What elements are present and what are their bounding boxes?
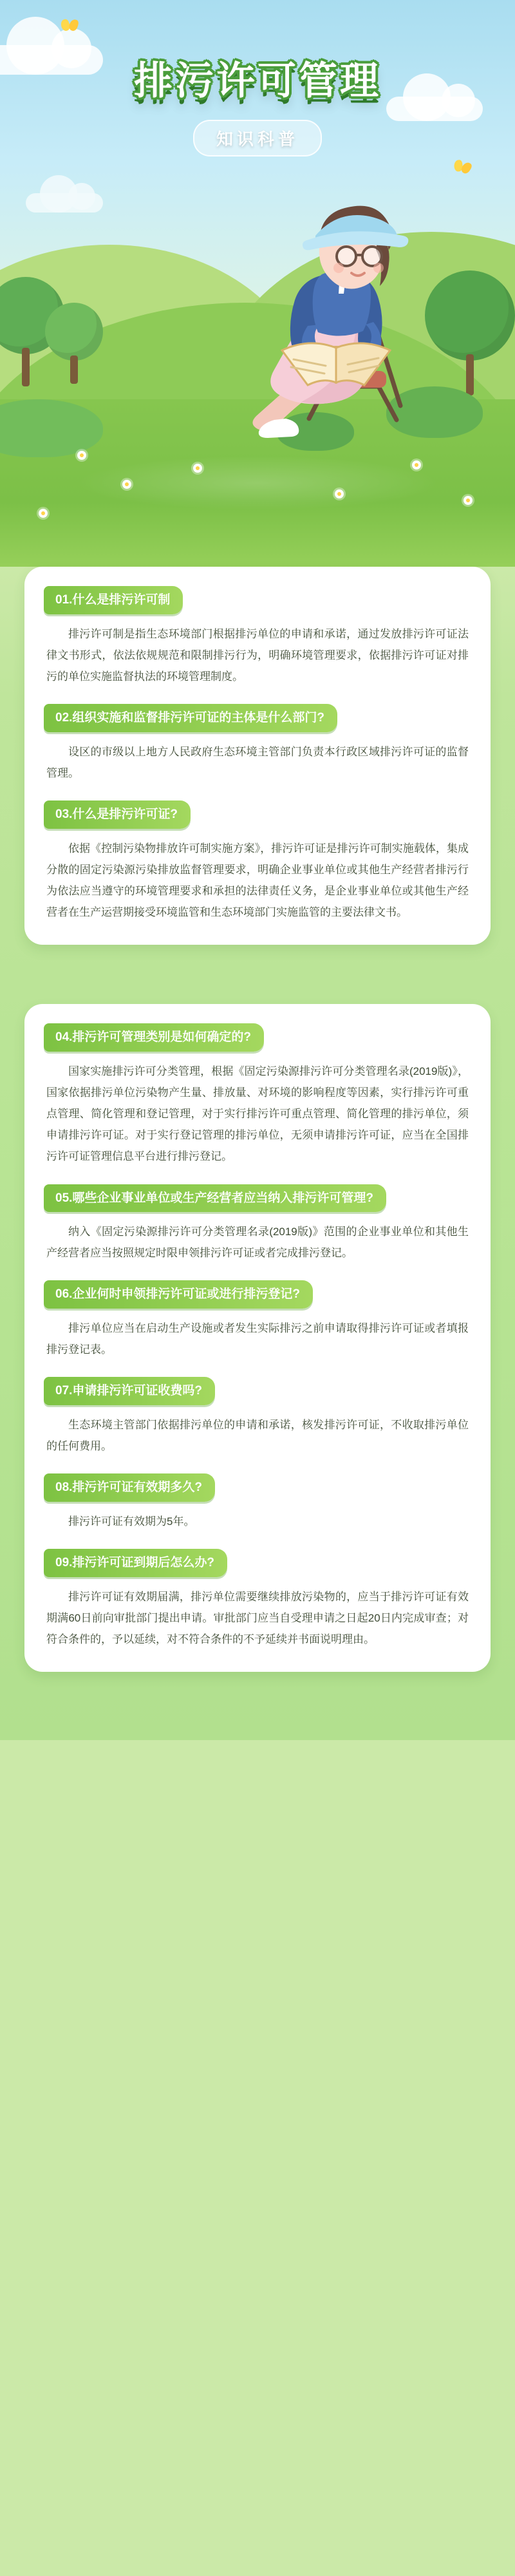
answer-text: 排污许可证有效期届满，排污单位需要继续排放污染物的，应当于排污许可证有效期满60日前向审批部门提出申请。审批部门应当自受理申请之日起20日内完成审查；对符合条件的，予以延续，对不符合条件的不予延续并书面说明理由。 [46, 1590, 469, 1645]
title-block [0, 50, 515, 156]
answer-text: 生态环境主管部门依据排污单位的申请和承诺，核发排污许可证，不收取排污单位的任何费用。 [46, 1419, 469, 1453]
flower-icon [193, 464, 202, 473]
flower-icon [464, 496, 473, 505]
tree-icon [425, 270, 515, 361]
qa-item [44, 1023, 471, 1167]
question-label: 05.哪些企业事业单位或生产经营者应当纳入排污许可管理? [44, 1184, 386, 1213]
qa-item [44, 1377, 471, 1457]
flower-icon [122, 480, 131, 489]
answer-text: 排污许可制是指生态环境部门根据排污单位的申请和承诺，通过发放排污许可证法律文书形式，依法依规规范和限制排污行为，明确环境管理要求，依据排污许可证对排污的单位实施监督执法的环境管理制度。 [46, 627, 469, 683]
question-label: 01.什么是排污许可制 [44, 586, 183, 614]
butterfly-icon [61, 19, 78, 32]
answer-text: 设区的市级以上地方人民政府生态环境主管部门负责本行政区域排污许可证的监督管理。 [46, 745, 469, 779]
flower-icon [335, 489, 344, 498]
question-label: 02.组织实施和监督排污许可证的主体是什么部门? [44, 704, 337, 732]
answer-text: 排污单位应当在启动生产设施或者发生实际排污之前申请取得排污许可证或者填报排污登记表。 [46, 1322, 469, 1356]
qa-item [44, 800, 471, 923]
qa-card [24, 567, 491, 945]
tree-icon [45, 303, 103, 361]
qa-item [44, 1473, 471, 1532]
flower-icon [77, 451, 86, 460]
question-label: 09.排污许可证到期后怎么办? [44, 1549, 227, 1577]
page-subtitle: 知识科普 [193, 120, 322, 156]
answer-text: 纳入《固定污染源排污许可分类管理名录(2019版)》范围的企业事业单位和其他生产经营者应当按照规定时限申领排污许可证或者完成排污登记。 [46, 1226, 469, 1260]
section-divider [0, 974, 515, 1004]
page-title: 排污许可管理 [134, 59, 381, 102]
cloud-icon [26, 193, 103, 213]
content-area [0, 567, 515, 1740]
qa-item [44, 1280, 471, 1360]
answer-text: 排污许可证有效期为5年。 [68, 1515, 195, 1528]
qa-item [44, 704, 471, 784]
flower-icon [39, 509, 48, 518]
answer-text: 国家实施排污许可分类管理，根据《固定污染源排污许可分类管理名录(2019版)》，国家依据排污单位污染物产生量、排放量、对环境的影响程度等因素，实行排污许可重点管理、简化管理和登记管理，对于实行排污许可重点管理、简化管理的排污单位，须申请排污许可证。对于实行登记管理的排污单位，无须申请排污许可证，应当在全国排污许可证管理信息平台进行排污登记。 [46, 1065, 469, 1163]
question-label: 06.企业何时申领排污许可证或进行排污登记? [44, 1280, 313, 1309]
qa-item [44, 1549, 471, 1650]
answer-text: 依据《控制污染物排放许可制实施方案》，排污许可证是排污许可制实施载体，集成分散的固定污染源污染排放监督管理要求，明确企业事业单位或其他生产经营者排污行为依法应当遵守的环境管理要求和承担的法律责任义务，是企业事业单位或其他生产经营者在生产运营期接受环境监管和生态环境部门实施监管的主要法律文书。 [46, 842, 469, 919]
qa-card [24, 1004, 491, 1672]
flower-icon [412, 460, 421, 469]
question-label: 07.申请排污许可证收费吗? [44, 1377, 215, 1405]
girl-reading-illustration [212, 193, 425, 451]
qa-item [44, 586, 471, 687]
question-label: 04.排污许可管理类别是如何确定的? [44, 1023, 264, 1052]
qa-item [44, 1184, 471, 1264]
question-label: 03.什么是排污许可证? [44, 800, 191, 829]
question-label: 08.排污许可证有效期多久? [44, 1473, 215, 1502]
